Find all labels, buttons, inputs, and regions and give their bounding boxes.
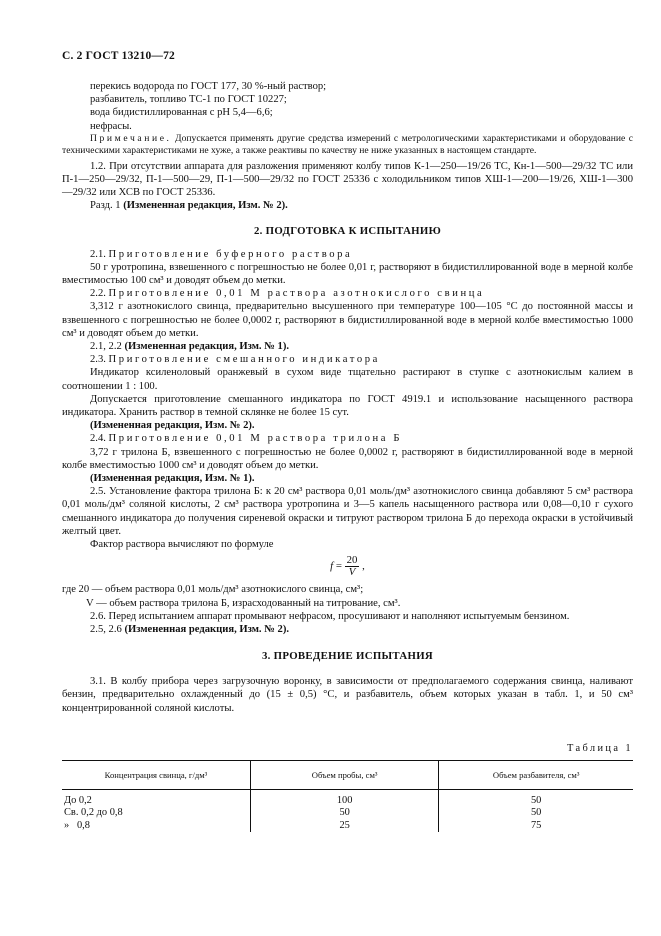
item-2-2-text: 3,312 г азотнокислого свинца, предварительно высушенного при температуре 100—105 °С до постоянной массы и взвешенного с погрешностью не более 0,0002 г, растворяют в бидистиллированной воде в мерной колбе вместимостью 1000 см³ и доводят объем до метки. [62, 301, 633, 339]
item-2-4-revision: (Измененная редакция, Изм. № 1). [90, 473, 255, 485]
reagent-item: перекись водорода по ГОСТ 177, 30 %-ный раствор; [90, 81, 327, 92]
item-2-6-text: 2.6. Перед испытанием аппарат промывают нефрасом, просушивают и наполняют испытуемым бензином. [90, 610, 570, 622]
formula-tail: , [359, 560, 365, 573]
item-number: 2.4. [90, 433, 109, 445]
item-2-3-text2: Допускается приготовление смешанного индикатора по ГОСТ 4919.1 и использование насыщенного раствора индикатора. Хранить раствор в темной склянке не более 15 сут. [62, 393, 633, 419]
item-2-3-title [62, 353, 633, 366]
revision-note: (Измененная редакция, Изм. № 2). [123, 200, 288, 212]
section-3-heading: 3. ПРОВЕДЕНИЕ ИСПЫТАНИЯ [261, 650, 433, 663]
formula-where-line1: где 20 — объем раствора 0,01 моль/дм³ азотнокислого свинца, см³; [62, 584, 364, 596]
revision-prefix: Разд. 1 [90, 200, 124, 212]
table-caption: Таблица 1 [566, 742, 633, 754]
table-cell: 50 [439, 807, 633, 819]
item-title: Приготовление буферного раствора [108, 248, 353, 260]
item-2-1-text: 50 г уротропина, взвешенного с погрешностью не более 0,01 г, растворяют в бидистиллированной воде в мерной колбе вместимостью 100 см³ и доводят объем до метки. [62, 261, 633, 287]
revision-prefix: 2.1, 2.2 [90, 341, 125, 353]
reagents-list [62, 80, 633, 133]
table-cell: » 0,8 [64, 819, 90, 831]
factor-formula [62, 555, 633, 579]
item-number: 2.2. [90, 288, 109, 300]
reagent-item: разбавитель, топливо ТС-1 по ГОСТ 10227; [90, 94, 287, 106]
page-header: С. 2 ГОСТ 13210—72 [62, 50, 175, 62]
table-cell: 75 [439, 820, 633, 832]
table-cell: До 0,2 [64, 794, 92, 806]
item-2-3-revision: (Измененная редакция, Изм. № 2). [90, 420, 255, 432]
formula-lhs: f [330, 560, 334, 573]
item-2-4-title [62, 432, 633, 445]
item-number: 2.1. [90, 248, 109, 260]
formula-where-line2: V — объем раствора трилона Б, израсходованный на титрование, см³. [86, 597, 401, 609]
table-cell: 25 [250, 820, 438, 832]
table-header-cell: Объем пробы, см³ [250, 760, 438, 789]
revision-note: (Измененная редакция, Изм. № 1). [124, 341, 289, 353]
note-label: Примечание. [90, 132, 172, 144]
revision-note: (Измененная редакция, Изм. № 2). [124, 623, 289, 635]
formula-numerator: 20 [346, 554, 358, 567]
formula-fraction [345, 555, 360, 578]
table-cell: 50 [439, 789, 633, 807]
item-3-1-text: 3.1. В колбу прибора через загрузочную воронку, в зависимости от предполагаемого содержания свинца, наливают бензин, предварительно охлажденный до (15 ± 0,5) °С, и разбавитель, объем которых указан в табл. 1, и 50 см³ концентрированной соляной кислоты. [62, 676, 633, 714]
item-2-5-text2: Фактор раствора вычисляют по формуле [90, 539, 274, 551]
table-cell: 100 [250, 789, 438, 807]
paragraph-1-2: 1.2. При отсутствии аппарата для разложения применяют колбу типов К-1—250—19/26 ТС, Кн-1—500—29/32 ТС или П-1—250—29/32, П-1—500—29, П-1—500—29/32 по ГОСТ 25336 с холодильником типов ХШ-1—200—19/26, ХШ-1—300—29/32 или ХСВ по ГОСТ 25336. [62, 160, 633, 199]
reagent-item: нефрасы. [90, 120, 132, 132]
table-header-cell: Концентрация свинца, г/дм³ [62, 760, 250, 789]
item-2-1-title [62, 248, 633, 261]
item-2-3-text: Индикатор ксиленоловый оранжевый в сухом виде тщательно растирают в ступке с азотнокислым калием в соотношении 1 : 100. [62, 367, 633, 392]
formula-denominator: V [348, 566, 356, 579]
formula-eq: = [333, 560, 345, 573]
item-title: Приготовление 0,01 М раствора трилона Б [108, 433, 402, 445]
table-1 [62, 760, 633, 832]
table-row [62, 820, 633, 832]
reagent-item: вода бидистиллированная с pH 5,4—6,6; [90, 107, 273, 119]
table-cell: Св. 0,2 до 0,8 [64, 807, 123, 819]
note-paragraph [62, 133, 633, 157]
item-title: Приготовление 0,01 М раствора азотнокислого свинца [108, 288, 485, 300]
section-2-heading: 2. ПОДГОТОВКА К ИСПЫТАНИЮ [253, 224, 442, 237]
table-header-cell: Объем разбавителя, см³ [439, 760, 633, 789]
item-number: 2.3. [90, 354, 109, 366]
items-2-5-2-6-revision [62, 623, 633, 636]
revision-prefix: 2.5, 2.6 [90, 623, 125, 635]
item-2-2-title [62, 287, 633, 300]
table-row [62, 789, 633, 807]
item-2-4-text: 3,72 г трилона Б, взвешенного с погрешностью не более 0,0002 г, растворяют в бидистиллированной воде в мерной колбе вместимостью 1000 см³ и доводят объем до метки. [62, 446, 633, 471]
table-cell: 50 [250, 807, 438, 819]
note-text: Допускается применять другие средства измерений с метрологическими характеристиками и оборудование с техническими характеристиками не хуже, а также реактивы по качеству не ниже указанных в настоящем стандарте. [62, 132, 633, 156]
item-2-5-text: 2.5. Установление фактора трилона Б: к 20 см³ раствора 0,01 моль/дм³ азотнокислого свинца добавляют 5 см³ раствора 0,01 моль/дм³ соляной кислоты, 2 см³ раствора уротропина и 3—5 капель насыщенного раствора или 0,08—0,10 г сухого смешанного индикатора до получения сиреневой окраски и титруют раствором трилона Б до перехода окраски в устойчивый желтый цвет. [62, 486, 633, 537]
table-row [62, 807, 633, 819]
table-header-row [62, 760, 633, 789]
razd1-revision [62, 199, 633, 212]
items-2-1-2-2-revision [62, 340, 633, 353]
item-title: Приготовление смешанного индикатора [108, 354, 380, 366]
